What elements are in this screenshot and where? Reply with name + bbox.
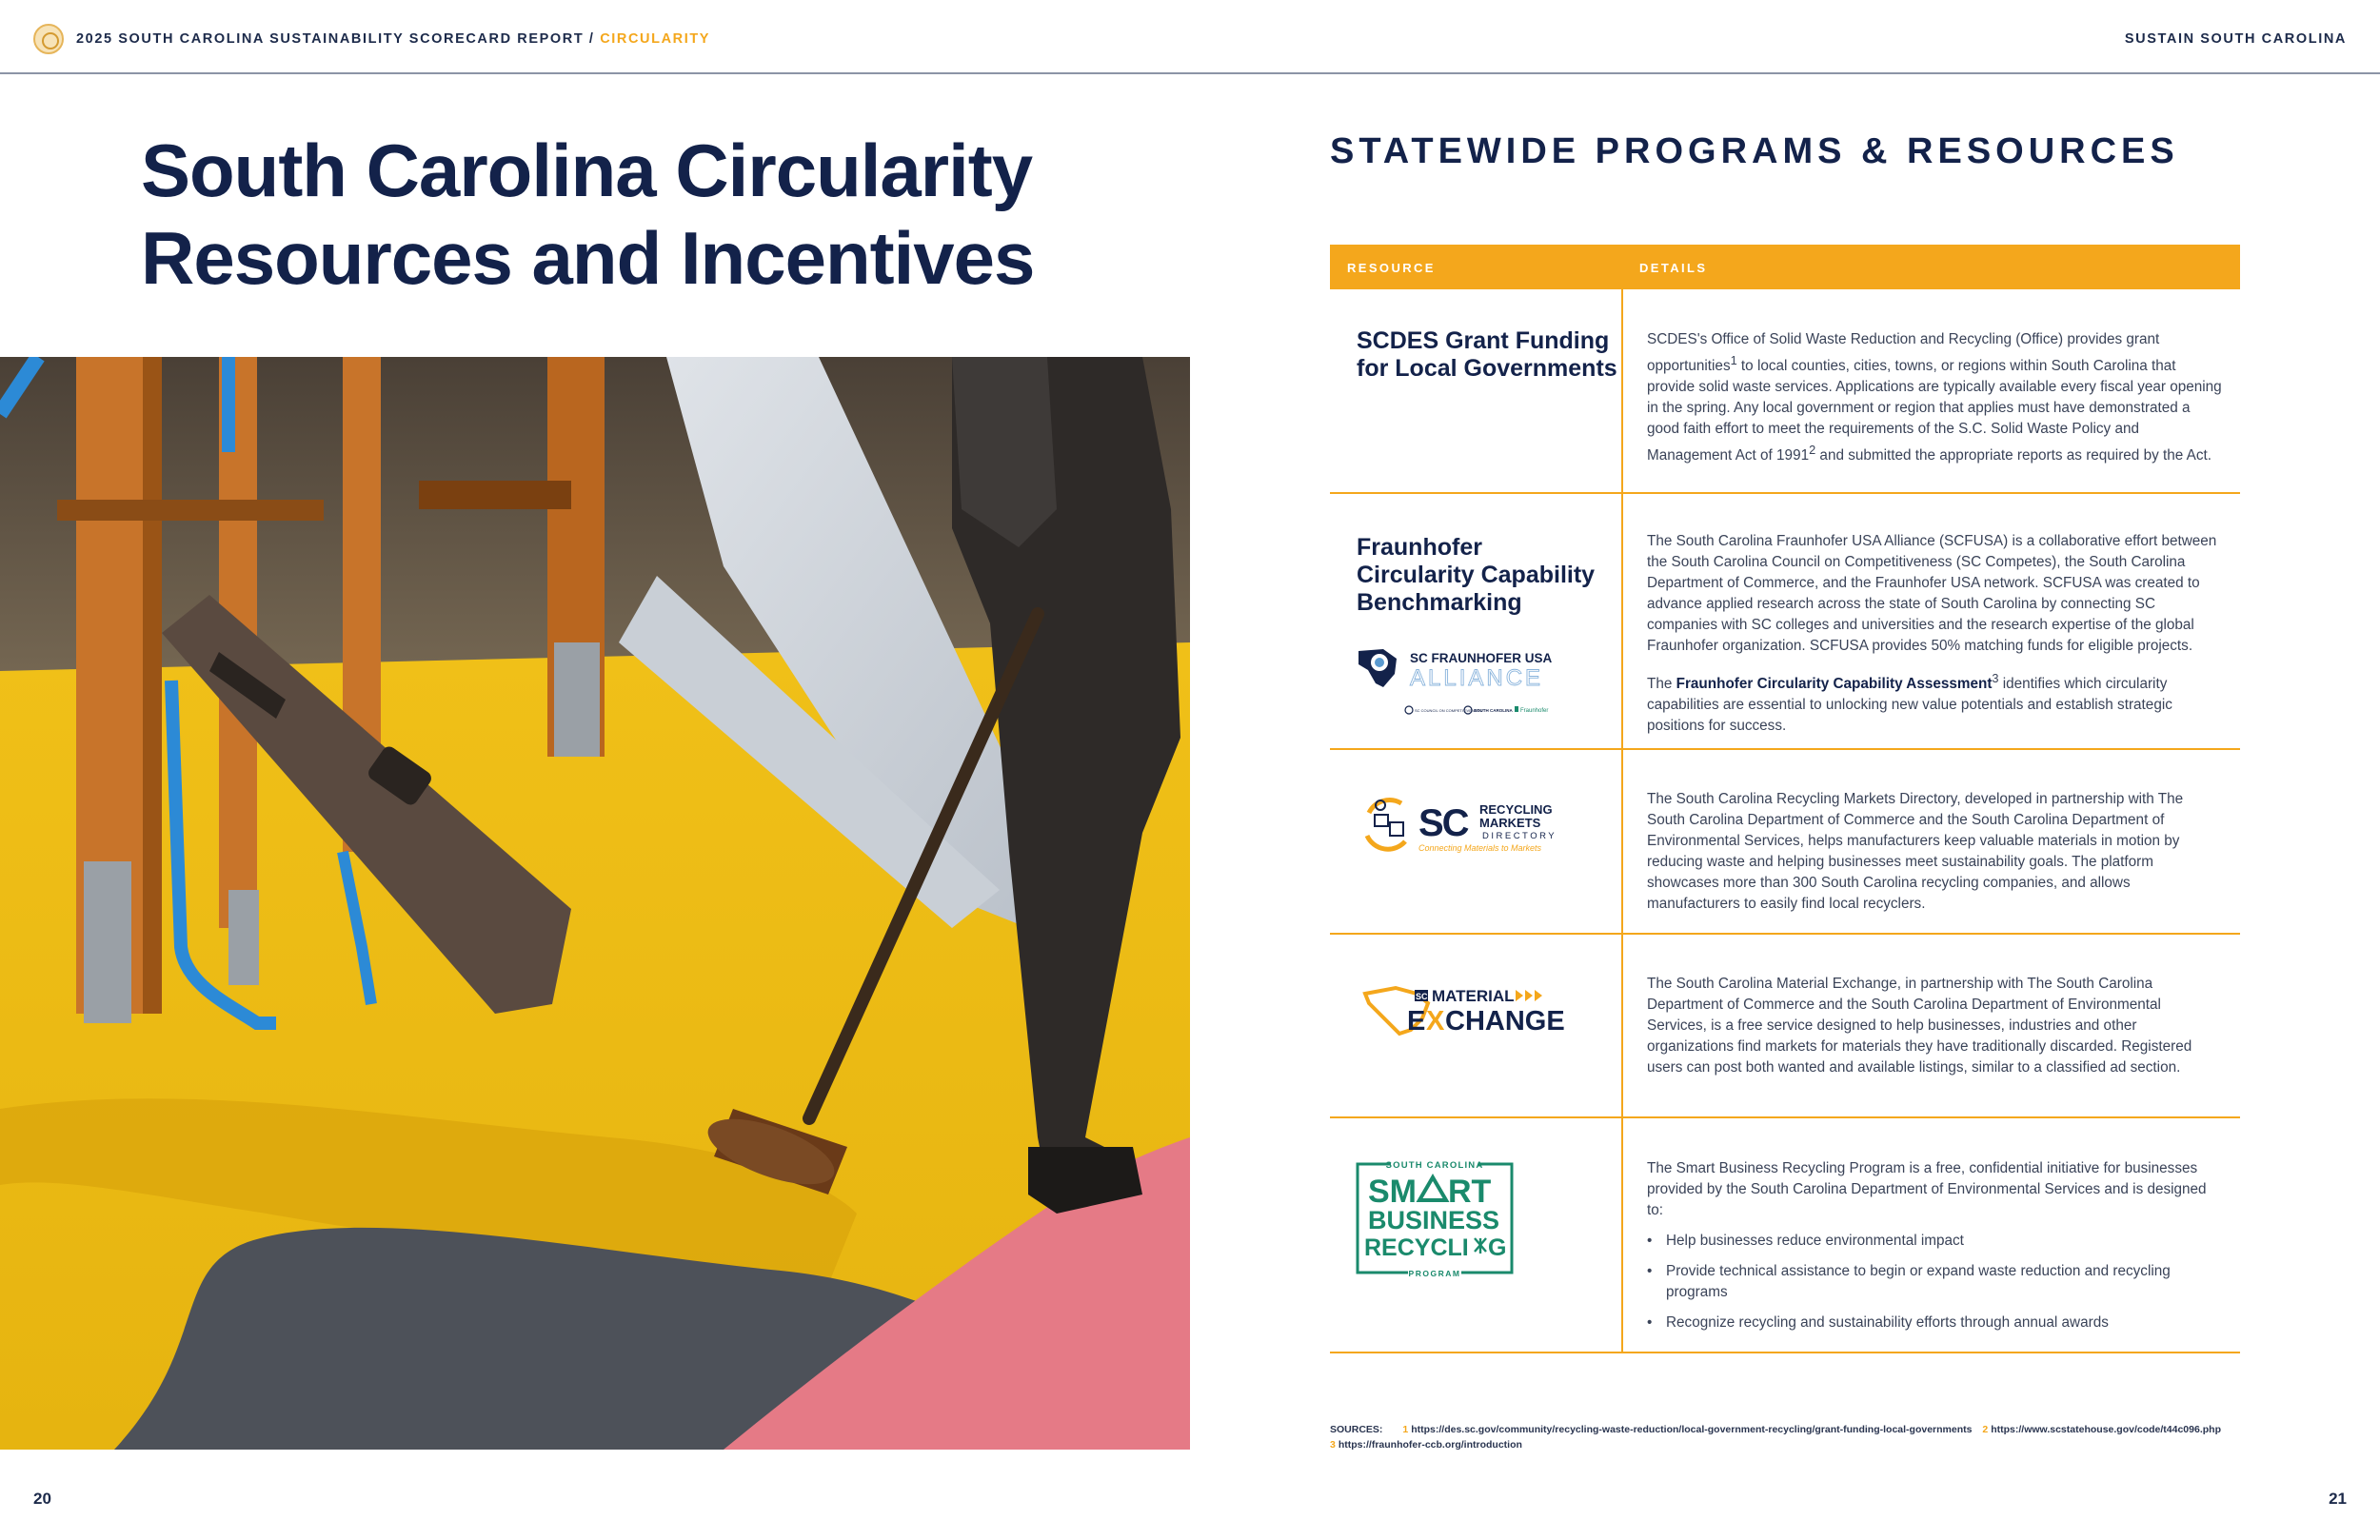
logo-text-south-carolina: SOUTH CAROLINA — [1385, 1160, 1484, 1171]
brand-name: SUSTAIN SOUTH CAROLINA — [2124, 31, 2347, 47]
smart-business-recycling-logo — [1355, 1156, 1547, 1280]
details-recycling-markets: The South Carolina Recycling Markets Directory, developed in partnership with The South Carolina Department of Commerce and the South Carolina Department of Environmental Services, helps manufacturers keep valuable materials in motion by reducing waste and helping businesses meet sustainability goals. The platform showcases more than 300 South Carolina recycling companies, and allows manufacturers to easily find local recyclers. — [1647, 791, 2184, 912]
logo-text-markets: MARKETS — [1479, 816, 1541, 830]
list-item: • Help businesses reduce environmental impact — [1647, 1231, 2223, 1252]
column-divider — [1621, 289, 1623, 1353]
details-material-exchange: The South Carolina Material Exchange, in partnership with The South Carolina Department of Commerce and the South Carolina Department of Environmental Services, is a free service designed to help businesses, industries and other organizations find markets for materials they have traditionally discarded. Registered users can post both wanted and available listings, similar to a classified ad section. — [1647, 976, 2192, 1076]
section-name: CIRCULARITY — [600, 31, 711, 47]
page-number-right: 21 — [2329, 1490, 2347, 1508]
row-divider — [1330, 748, 2240, 750]
playground-resurfacing-photo — [0, 357, 1190, 1450]
logo-text-recycling: RECYCLI — [1364, 1234, 1469, 1261]
details-smart-business: The Smart Business Recycling Program is a free, confidential initiative for businesses provided by the South Carolina Department of Environmental Services and is designed to: • Help businesses reduce environmental impact • Provide technical assistance to begin or expand waste reduction and recycling programs • Recognize recycling and sustainability efforts through annual awards — [1647, 1158, 2223, 1343]
logo-text-material: MATERIAL — [1432, 987, 1515, 1005]
details-fraunhofer: The South Carolina Fraunhofer USA Alliance (SCFUSA) is a collaborative effort between the South Carolina Council on Competitiveness (SC Competes), the South Carolina Department of Commerce, and the Fraunhofer USA network. SCFUSA was created to advance applied research across the state of South Carolina by connecting SC companies with SC colleges and universities and the research expertise of the global Fraunhofer organization. SCFUSA provides 50% matching funds for eligible projects. The Fraunhofer Circularity Capability Assessment$^3$ identifies which circularity capabilities are essential to unlocking new value potentials and establish strategic positions for success. — [1647, 533, 2217, 735]
resource-title-fraunhofer: Fraunhofer Circularity Capability Benchmarking — [1357, 534, 1596, 616]
logo-text-g: G — [1488, 1234, 1507, 1261]
logo-text-recycling: RECYCLING — [1479, 802, 1553, 817]
sc-recycling-markets-directory-logo — [1359, 794, 1569, 855]
source-link-2[interactable]: https://www.scstatehouse.gov/code/t44c096.php — [1991, 1424, 2221, 1435]
logo-text-rt: RT — [1448, 1174, 1492, 1210]
resource-title-scdes-grant: SCDES Grant Funding for Local Governments — [1357, 327, 1617, 382]
table-header — [1330, 245, 2240, 289]
photo-illustration — [0, 357, 1190, 1450]
logo-text-directory: DIRECTORY — [1482, 831, 1557, 841]
sources-footnote: SOURCES: 1 https://des.sc.gov/community/recycling-waste-reduction/local-government-recycling/grant-funding-local-governments 2 https://www.scstatehouse.gov/code/t44c096.php 3 https://fraunhofer-ccb.org/introduction — [1330, 1424, 2221, 1451]
list-item: • Recognize recycling and sustainability efforts through annual awards — [1647, 1313, 2223, 1333]
sc-material-exchange-logo — [1361, 982, 1571, 1039]
row-divider — [1330, 492, 2240, 494]
sc-fraunhofer-alliance-logo — [1355, 645, 1564, 721]
logo-text-program: PROGRAM — [1408, 1269, 1461, 1278]
column-header-resource: RESOURCE — [1347, 261, 1436, 275]
logo-text-x: X — [1426, 1006, 1445, 1037]
source-link-1[interactable]: https://des.sc.gov/community/recycling-waste-reduction/local-government-recycling/grant-funding-local-governments — [1411, 1424, 1973, 1435]
row-divider — [1330, 1352, 2240, 1353]
recycle-bin-icon — [1475, 1238, 1486, 1254]
logo-partner-fraunhofer: Fraunhofer — [1520, 708, 1549, 714]
logo-text-change: CHANGE — [1445, 1006, 1565, 1037]
logo-text-sc: SC — [1416, 992, 1428, 1001]
logo-text-sc: SC — [1418, 802, 1468, 844]
row-divider — [1330, 1116, 2240, 1118]
page-title: South Carolina Circularity Resources and Incentives — [141, 128, 1035, 300]
logo-tagline: Connecting Materials to Markets — [1418, 843, 1542, 853]
logo-text-sm: SM — [1368, 1174, 1417, 1210]
list-item: • Provide technical assistance to begin or expand waste reduction and recycling programs — [1647, 1261, 2223, 1303]
recycle-triangle-icon — [1419, 1177, 1446, 1200]
logo-text-alliance: ALLIANCE — [1410, 665, 1544, 691]
logo-text-e: E — [1407, 1006, 1426, 1037]
source-link-3[interactable]: https://fraunhofer-ccb.org/introduction — [1338, 1439, 1522, 1451]
row-divider — [1330, 933, 2240, 935]
section-heading: STATEWIDE PROGRAMS & RESOURCES — [1330, 131, 2179, 171]
logo-partner-sc: SOUTH CAROLINA — [1474, 708, 1513, 713]
logo-text-fraunhofer: SC FRAUNHOFER USA — [1410, 651, 1553, 665]
report-title: 2025 SOUTH CAROLINA SUSTAINABILITY SCORECARD REPORT / CIRCULARITY — [76, 31, 711, 47]
page-header — [0, 0, 2380, 74]
logo-partner-council: SC COUNCIL ON COMPETITIVENESS — [1415, 708, 1482, 713]
smart-business-goals-list — [1647, 1231, 2223, 1333]
logo-text-business: BUSINESS — [1368, 1206, 1500, 1234]
column-header-details: DETAILS — [1639, 261, 1708, 275]
details-scdes-grant: SCDES's Office of Solid Waste Reduction and Recycling (Office) provides grant opportunities$^1$ to local counties, cities, towns, or regions within South Carolina that provide solid waste services. Applications are typically available every fiscal year opening in the spring. Any local government or region that applies must have demonstrated a good faith effort to meet the requirements of the S.C. Solid Waste Policy and Management Act of 1991$^2$ and submitted the appropriate reports as required by the Act. — [1647, 331, 2222, 464]
sustainability-seal-icon — [33, 24, 64, 54]
page-number-left: 20 — [33, 1490, 51, 1508]
